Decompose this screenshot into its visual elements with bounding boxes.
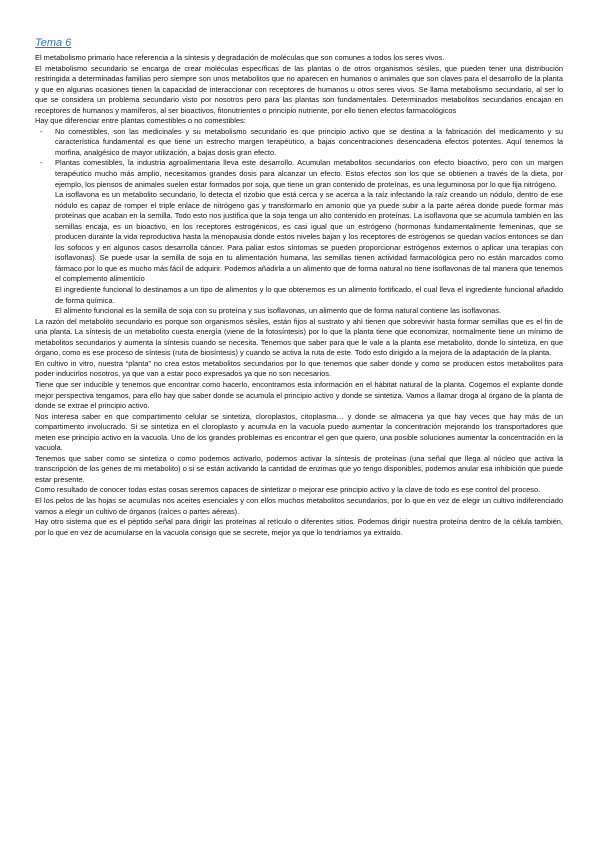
paragraph: Nos interesa saber en que compartimento celular se sintetiza, cloroplastos, citoplasma… y donde se almacena ya que hay veces que hay más de un compartimento involucrado. Si se sintetiza en el cloroplasto y acumula en la vacuola puedo aumentar la concentración mejorando los transportadores que meten ese principio activo en la vacuola. Uno de los grandes problemas es encontrar el gen que quiero, una posible soluciones aumentar la concentración en la vacuola.: [35, 411, 563, 453]
list-item: [35, 127, 563, 159]
list-item-text: No comestibles, son las medicinales y su metabolismo secundario es que principio activo que se destina a la fabricación del medicamento y su característica fundamental es que tiene un estrecho margen terapéutico, a bajas concentraciones desencadena efectos potentes. Aquí tenemos la morfina, analgésico de mayor utilización, a bajas dosis gran efecto.: [55, 126, 563, 157]
paragraph: Como resultado de conocer todas estas cosas seremos capaces de sintetizar o mejorar ese principio activo y la clave de todo es ese control del proceso.: [35, 485, 541, 495]
paragraph: La razón del metabolito secundario es porque son organismos sésiles, están fijos al sustrato y ahí tienen que sobrevivir hasta formar semillas que es el fin de una planta. La síntesis de un metabolito cuesta energía (viene de la fotosíntesis) por lo que la planta tiene que economizar, normalmente tiene un mínimo de metabolitos secundarios y aumenta la síntesis cuando se necesita. Tenemos que saber para que le vale a la planta ese metabolito, donde lo sintetiza, en que órgano, como es ese proceso de síntesis (ruta de biosíntesis) y cuando se activa la ruta de este. Todo esto dirigido a la mejora de la adaptación de la planta.: [35, 316, 563, 358]
paragraph: Tiene que ser inducible y tenemos que encontrar como hacerlo, encontramos esta información en el hábitat natural de la planta. Cogemos el explante donde mejor perspectiva tengamos, para ello hay que saber donde se acumula el principio activo y donde se sintetiza. Vamos a llamar droga al órgano de la planta de donde se extrae el principio activo.: [35, 379, 563, 411]
sub-paragraph: La isoflavona es un metabolito secundario, lo detecta el rizobio que está cerca y se acerca a la raíz infectando la raíz creando un nódulo, dentro de ese nódulo es capaz de romper el triple enlace de nitrógeno gas y transformarlo en amonio que ya puede subir a la parte aérea donde puede formar más proteínas que acaban en la semilla. Todo esto nos justifica que la soja tenga un alto contenido en proteínas. La isoflavona que se acumula también en las semillas encaja, es un bioactivo, en los receptores estrogénicos, es casi igual que un estrógeno (hormonas fundamentalmente femeninas, que se producen durante la vida reproductiva hasta la menopausia donde estos niveles bajan y los receptores de estrógenos se quedan vacíos entonces se dan los sofocos y en algunos casos desarrolla cáncer. Para paliar estos síntomas se pueden proporcionar estrógenos externos o aplicar una terapias con isoflavonas). Se puede usar la semilla de soja en tu alimentación humana, las semillas tienen actividad farmacológica pero no están marcados como fármaco por lo que es mucho más fácil de adquirir. Podemos añadirla a un alimento que de forma natural no tiene isoflavonas de tal manera que tenemos el complemento alimenticio: [55, 190, 563, 284]
paragraph: El metabolismo primario hace referencia a la síntesis y degradación de moléculas que son comunes a todos los seres vivos.: [35, 53, 445, 62]
document-page: [35, 36, 563, 538]
list-item-text: Plantas comestibles, la industria agroalimentaria lleva este desarrollo. Acumulan metabolitos secundarios con efecto bioactivo, pero con un margen terapéutico mucho más amplio, necesitamos grandes dosis para alcanzar un efecto. Estos efectos son los que se obtienen a través de la dieta, por ejemplo, los piensos de animales suelen estar formados por soja, que tiene un gran contenido de proteínas, es una leguminosa por lo que fija nitrógeno.: [55, 158, 563, 189]
bullet-dash: -: [40, 126, 43, 136]
sub-paragraph: El ingrediente funcional lo destinamos a un tipo de alimentos y lo que obtenemos es un alimento fortificado, el cual lleva el ingrediente funcional añadido de forma química.: [55, 285, 563, 305]
paragraph: En cultivo in vitro, nuestra “planta” no crea estos metabolitos secundarios por lo que tenemos que saber donde y como se producen estos metabolitos para poder inducirlos nosotros, ya que van a estar poco expresados ya que no son necesarios.: [35, 358, 563, 379]
bullet-dash: -: [40, 158, 43, 168]
list-item: [35, 158, 563, 190]
paragraph: Hay otro sistema que es el péptido señal para dirigir las proteínas al retículo o diferentes sitios. Podemos dirigir nuestra proteína dentro de la célula también, por lo que en vez de acumularse en la vacuola consigo que se secrete, mejor ya que lo tendríamos ya extraído.: [35, 517, 563, 537]
bullet-list: [35, 127, 563, 190]
sub-paragraph: El alimento funcional es la semilla de soja con su proteína y sus isoflavonas, un alimento que de forma natural contiene las isoflavonas.: [55, 306, 502, 316]
paragraph: Hay que diferenciar entre plantas comestibles o no comestibles:: [35, 116, 246, 126]
paragraph: El metabolismo secundario se encarga de crear moléculas específicas de las plantas o de otros organismos sésiles, que pueden tener una distribución restringida a determinadas familias pero siempre son unos metabolitos que no aparecen en humanos o animales que son claves para el desarrollo de la planta y que en algunas ocasiones tienen la capacidad de interaccionar con receptores de humanos u otros seres vivos. Se llama metabolismo secundario, al ser lo que se considera un problema secundario visto por nosotros pero para las plantas son fundamentales. Determinados metabolitos secundarios encajan en receptores de humanos y mamíferos, al ser bioactivos, fitonutrientes o principio nutriente, por ello tienen efectos farmacológicos: [35, 63, 563, 115]
paragraph: El los pelos de las hojas se acumulas nos aceites esenciales y con ellos muchos metabolitos secundarios, por lo que en vez de elegir un cultivo indiferenciado vamos a elegir un cultivo de órganos (raíces o partes aéreas).: [35, 495, 563, 516]
paragraph: Tenemos que saber como se sintetiza o como podemos activarlo, podemos activar la síntesis de proteínas (una señal que llega al núcleo que activa la transcripción de los genes de mi metabolito) o si se están activando la cantidad de enzimas que yo tengo disponibles, podemos anular esa inhibición que puede estar presente.: [35, 453, 563, 484]
document-title: Tema 6: [35, 37, 72, 49]
